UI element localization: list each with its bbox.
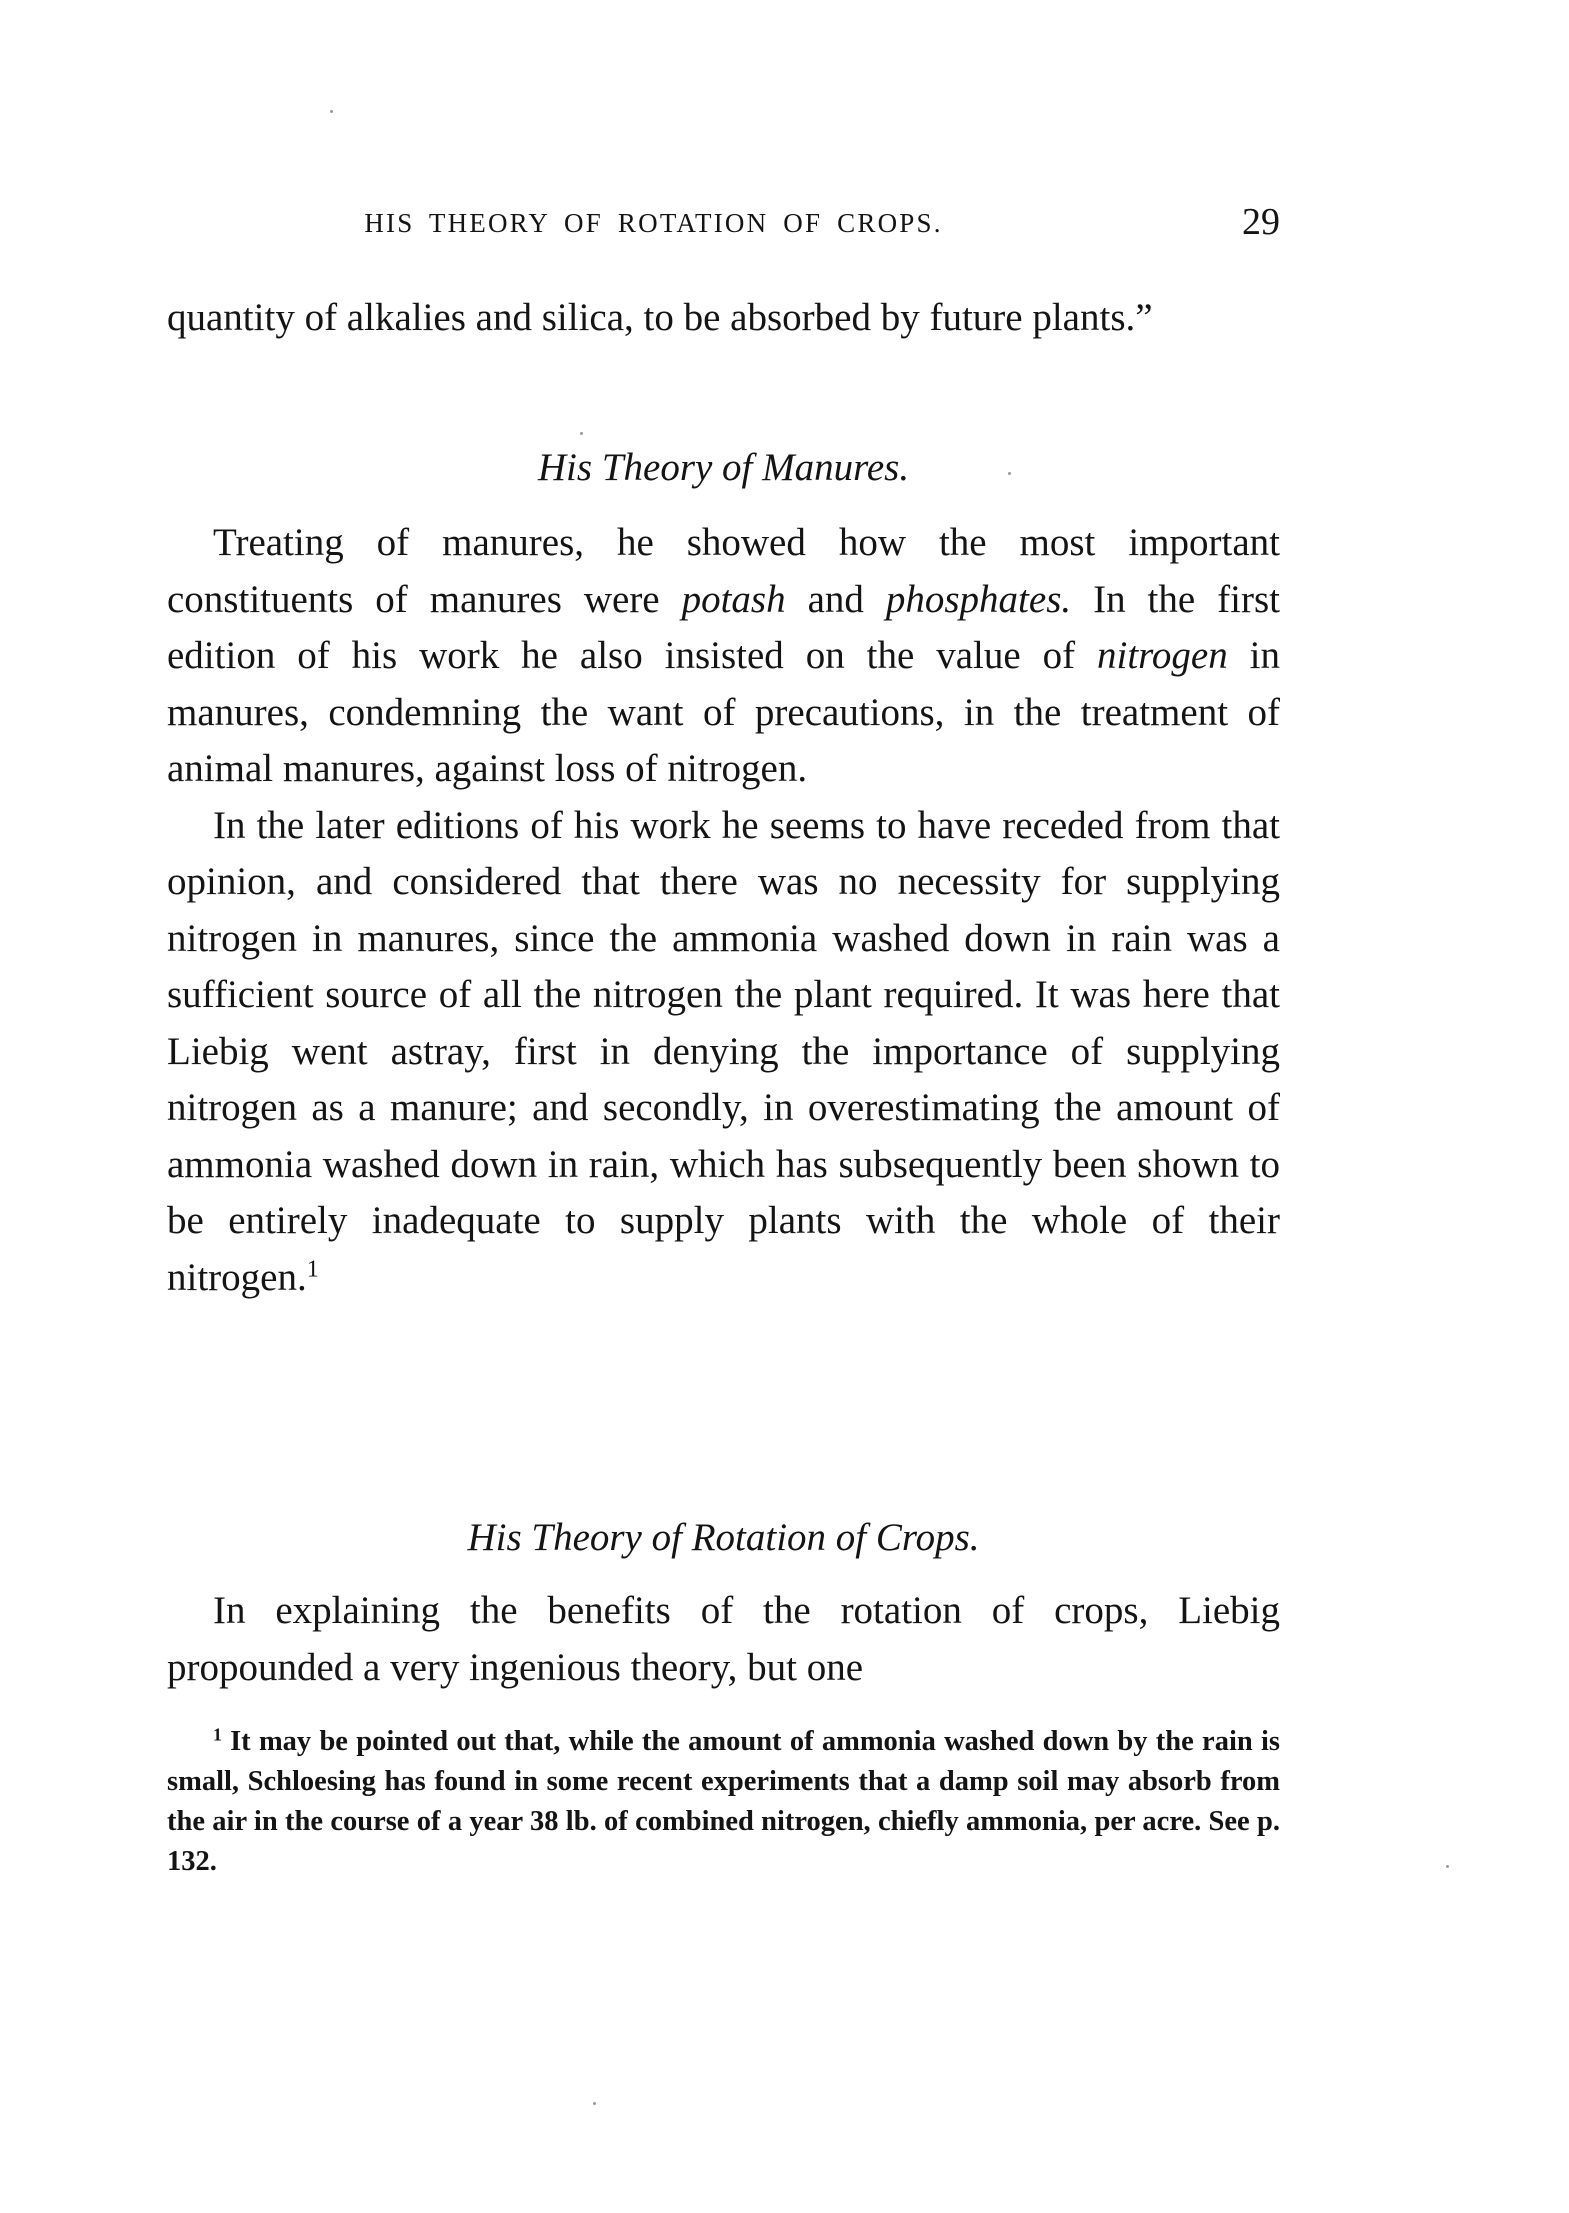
footnote-reference: 1 xyxy=(306,1255,319,1283)
manures-section xyxy=(167,515,1280,1306)
section-heading-rotation: His Theory of Rotation of Crops. xyxy=(467,1516,980,1559)
paper-speck xyxy=(580,432,583,435)
nitrogen-term: nitrogen xyxy=(1097,634,1228,677)
continued-paragraph-text: quantity of alkalies and silica, to be absorbed by future plants.” xyxy=(167,296,1153,339)
rotation-section xyxy=(167,1583,1280,1696)
footnote xyxy=(167,1722,1280,1882)
continued-paragraph xyxy=(167,290,1280,347)
manures-text-c: In the first edition of his work he also insisted on the value of xyxy=(167,577,1280,677)
manures-paragraph-2-text: In the later editions of his work he seems to have receded from that opinion, and considered that there was no necessity for supplying nitrogen in manures, since the ammonia washed down in rain was a sufficient source of all the nitrogen the plant required. It was here that Liebig went astray, first in denying the importance of supplying nitrogen as a manure; and secondly, in overestimating the amount of ammonia washed down in rain, which has subsequently been shown to be entirely inadequate to supply plants with the whole of their nitrogen. xyxy=(167,803,1280,1299)
page-number: 29 xyxy=(1242,201,1280,243)
rotation-paragraph-1: In explaining the benefits of the rotation of crops, Liebig propounded a very ingenious theory, but one xyxy=(167,1589,1280,1689)
paper-speck xyxy=(1446,1865,1449,1868)
footnote-text: It may be pointed out that, while the amount of ammonia washed down by the rain is small, Schloesing has found in some recent experiments that a damp soil may absorb from the air in the course of a year 38 lb. of combined nitrogen, chiefly ammonia, per acre. See p. 132. xyxy=(167,1726,1280,1877)
footnote-marker: 1 xyxy=(213,1724,222,1745)
paper-speck xyxy=(330,110,333,113)
phosphates-term: phosphates. xyxy=(885,577,1072,621)
manures-text-d: in manures, condemning the want of precautions, in the treatment of animal manures, against loss of nitrogen. xyxy=(167,634,1280,790)
section-heading-manures: His Theory of Manures. xyxy=(537,446,910,489)
paper-speck xyxy=(593,2102,596,2105)
manures-text-a: Treating of manures, he showed how the most important constituents of manures were xyxy=(167,521,1280,621)
manures-paragraph-1 xyxy=(167,515,1280,798)
manures-text-b: and xyxy=(785,577,886,621)
manures-paragraph-2 xyxy=(167,798,1280,1307)
potash-term: potash xyxy=(681,577,786,621)
paper-speck xyxy=(1008,472,1011,475)
running-head xyxy=(167,200,1280,252)
running-title: HIS THEORY OF ROTATION OF CROPS. xyxy=(364,208,943,238)
